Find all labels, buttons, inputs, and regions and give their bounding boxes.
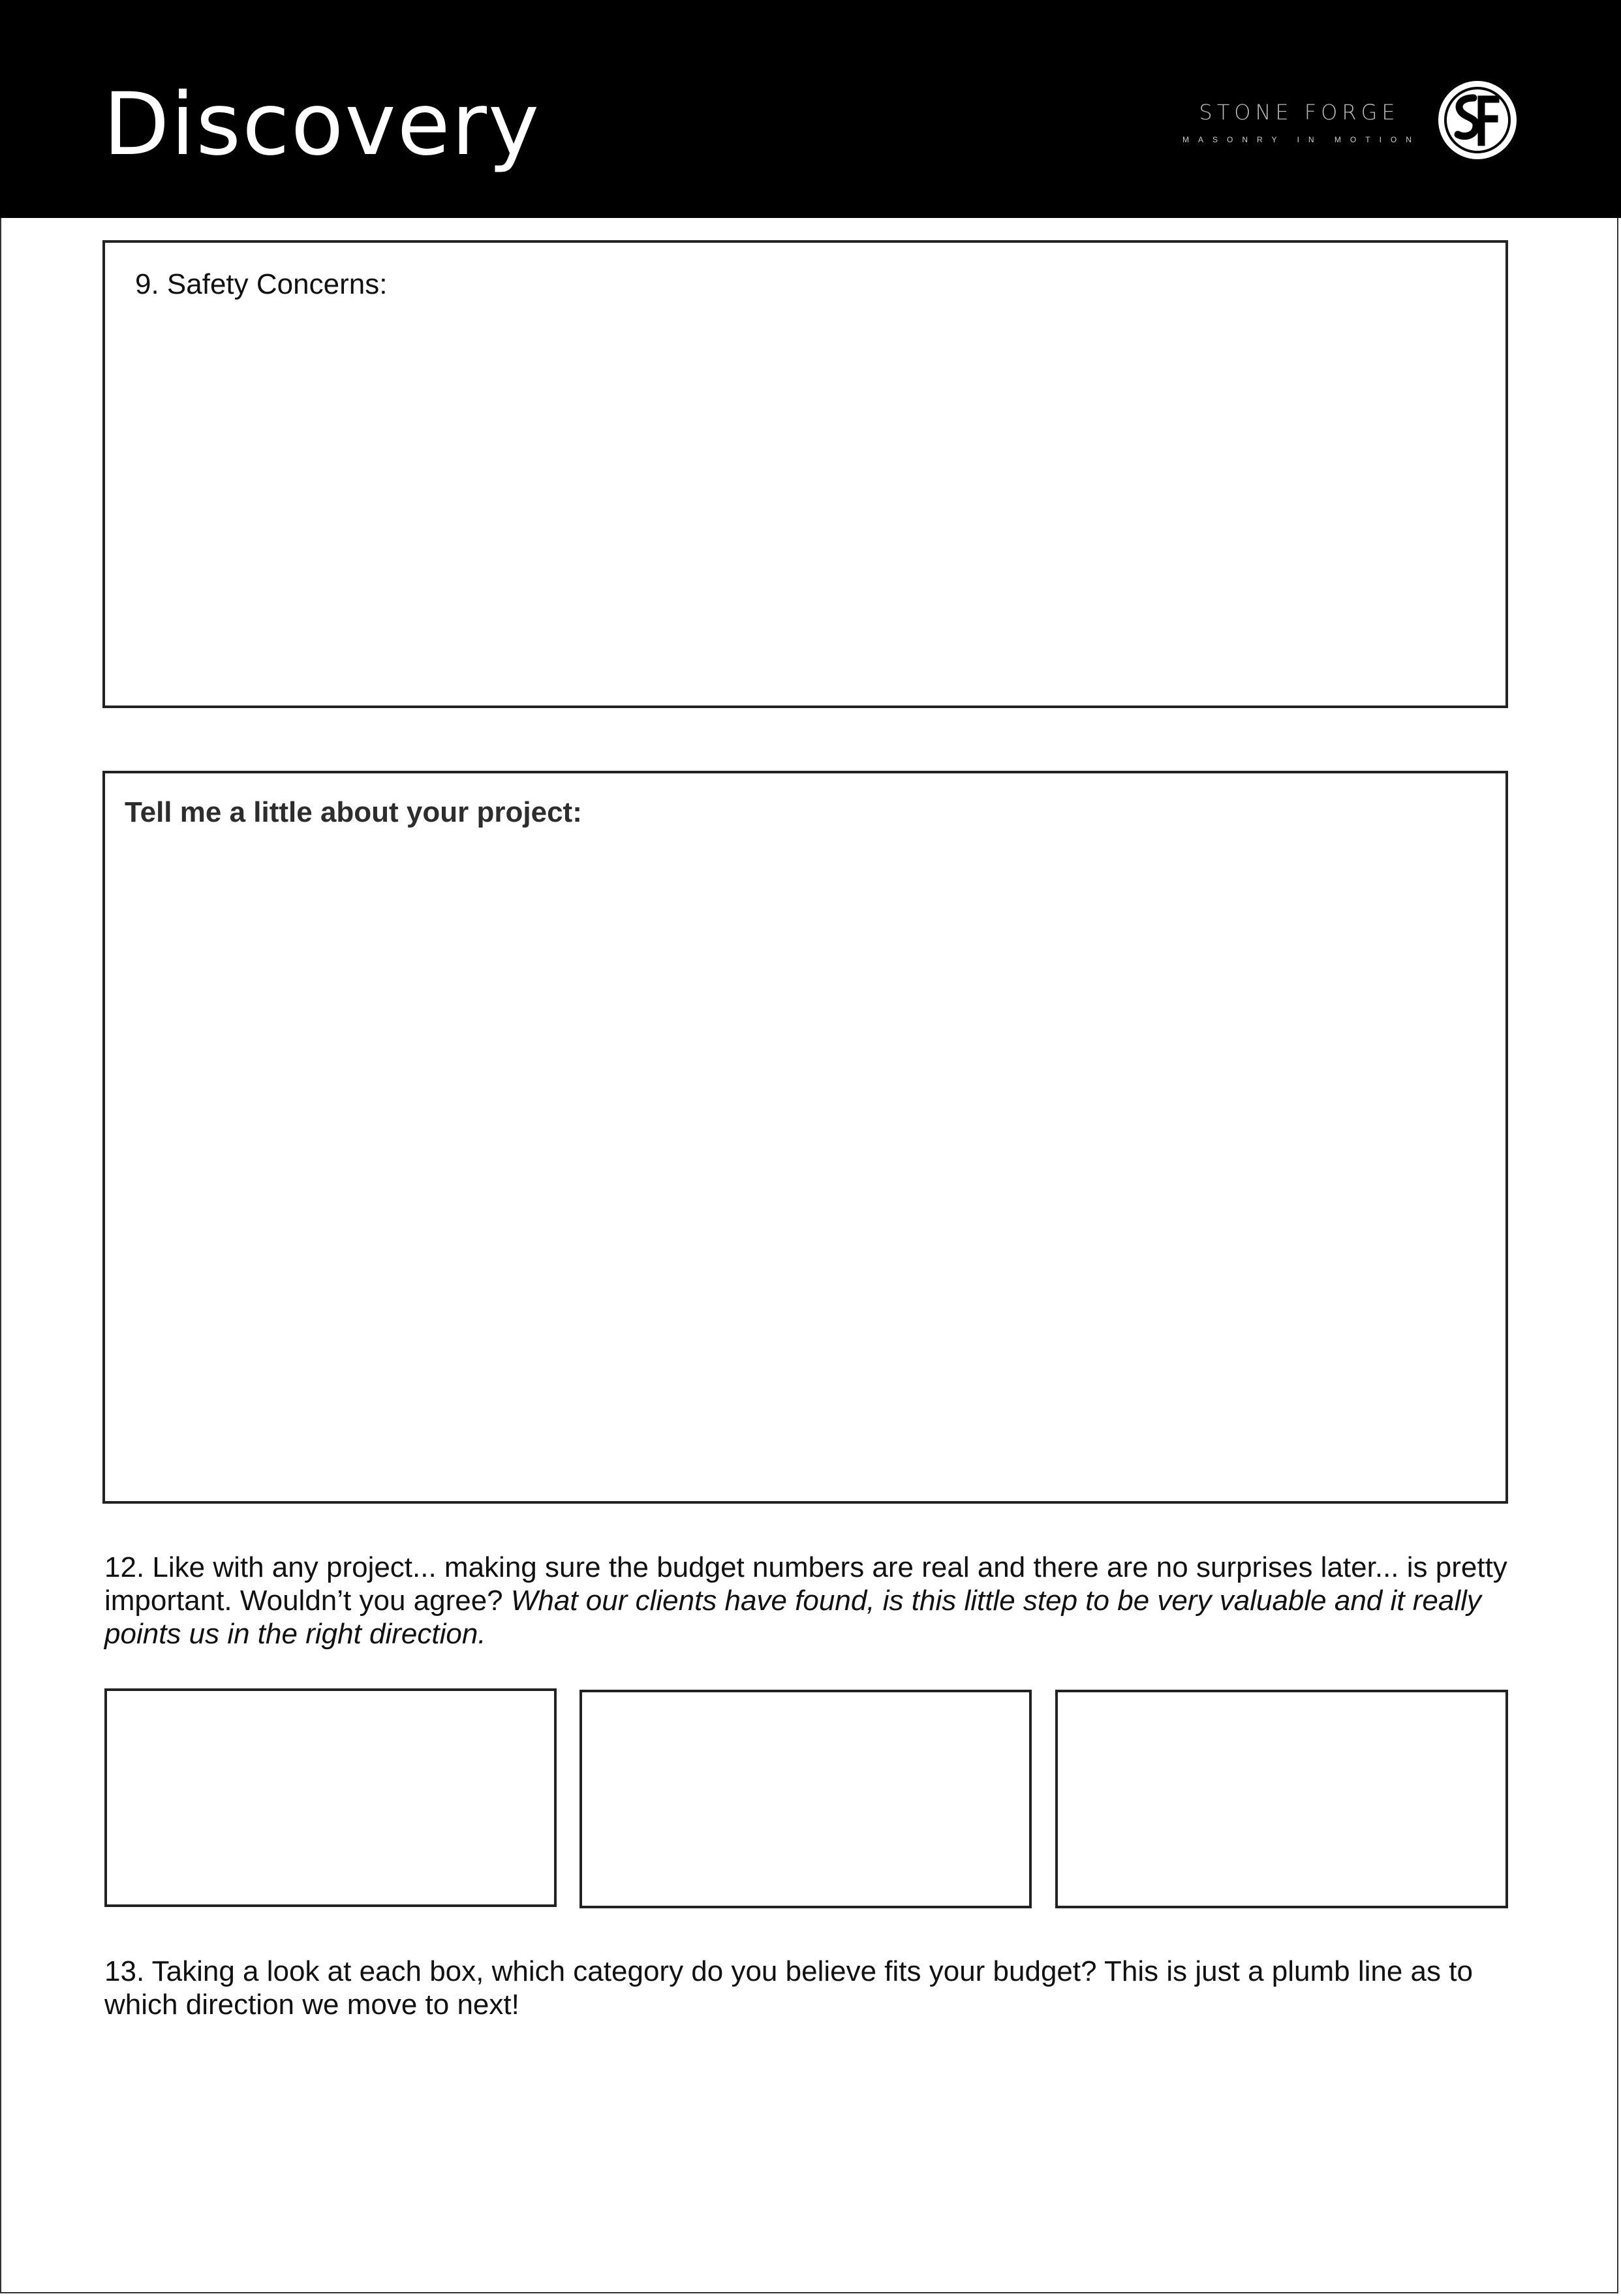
brand-tagline: MASONRY IN MOTION: [1182, 135, 1421, 144]
budget-option-box-1[interactable]: [104, 1688, 557, 1907]
project-description-label: Tell me a little about your project:: [125, 796, 582, 828]
budget-option-box-3[interactable]: [1055, 1690, 1508, 1908]
stone-forge-logo-icon: [1436, 78, 1519, 162]
budget-question: [104, 1551, 1514, 1651]
safety-concerns-label: 9. Safety Concerns:: [135, 268, 388, 300]
budget-option-box-2[interactable]: [579, 1690, 1032, 1908]
safety-concerns-box[interactable]: [102, 240, 1508, 708]
category-question: 13. Taking a look at each box, which category do you believe fits your budget? This is just a plumb line as to which direction we move to next!: [104, 1955, 1473, 2021]
page-header: [0, 0, 1621, 218]
brand-name: STONE FORGE: [1199, 100, 1400, 125]
brand-wordmark: [1182, 99, 1421, 146]
page-title: Discovery: [103, 74, 541, 175]
budget-question-text: 12. Like with any project... making sure the budget numbers are real and there are no surprises later... is pretty important. Wouldn’t you agree?: [104, 1551, 1507, 1617]
project-description-box[interactable]: [102, 771, 1508, 1504]
budget-question-italic: What our clients have found, is this little step to be very valuable and it really points us in the right direction.: [104, 1585, 1481, 1650]
